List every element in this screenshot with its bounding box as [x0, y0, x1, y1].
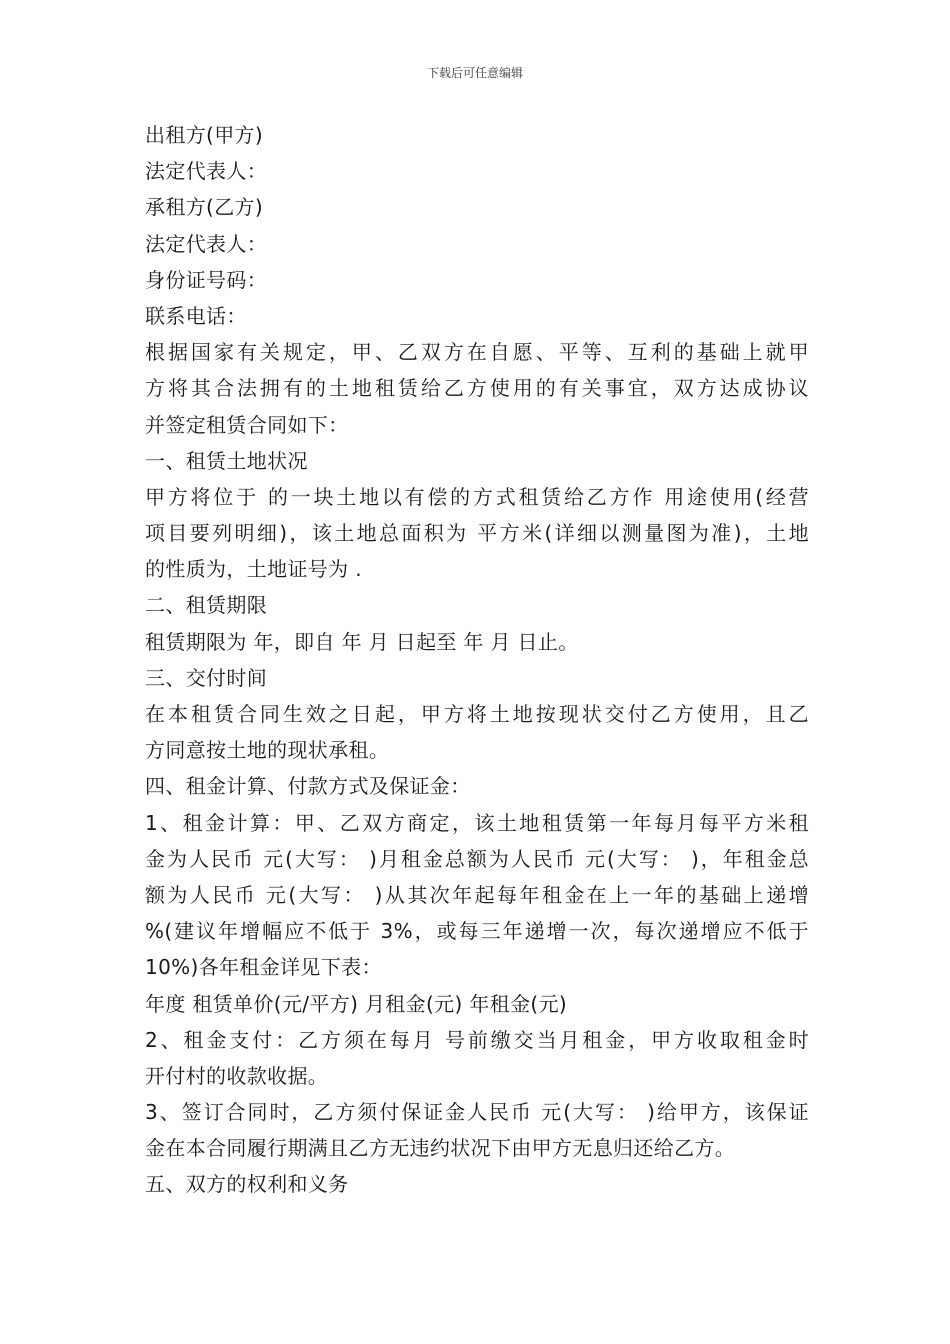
text-line: 方同意按土地的现状承租。 [145, 738, 390, 763]
text-line: 10%)各年租金详见下表： [145, 955, 382, 980]
text-line: 租赁期限为 年，即自 年 月 日起至 年 月 日止。 [145, 629, 579, 654]
text-line: 法定代表人： [145, 159, 268, 184]
text-line: 法定代表人： [145, 231, 268, 256]
text-line: 承租方(乙方) [145, 195, 264, 220]
section-heading: 三、交付时间 [145, 665, 268, 690]
text-line: 1、租金计算：甲、乙双方商定，该土地租赁第一年每月每平方米租 [145, 810, 809, 835]
text-line: 金在本合同履行期满且乙方无违约状况下由甲方无息归还给乙方。 [145, 1136, 736, 1161]
text-line: 出租方(甲方) [145, 123, 264, 147]
text-line: 2、租金支付：乙方须在每月 号前缴交当月租金，甲方收取租金时 [145, 1027, 809, 1052]
page-header-note: 下载后可任意编辑 [426, 66, 523, 80]
text-line: 的性质为，土地证号为 . [145, 557, 362, 582]
text-line: 在本租赁合同生效之日起，甲方将土地按现状交付乙方使用，且乙 [145, 702, 809, 726]
text-line: 开付村的收款收据。 [145, 1063, 329, 1088]
section-heading: 四、租金计算、付款方式及保证金： [145, 774, 471, 799]
section-heading: 二、租赁期限 [145, 593, 268, 618]
text-line: 甲方将位于 的一块土地以有偿的方式租赁给乙方作 用途使用(经营 [145, 484, 809, 509]
text-line: %(建议年增幅应不低于 3%，或每三年递增一次，每次递增应不低于 [145, 919, 809, 944]
text-line: 3、签订合同时，乙方须付保证金人民币 元(大写： )给甲方，该保证 [145, 1100, 809, 1125]
text-line: 根据国家有关规定，甲、乙双方在自愿、平等、互利的基础上就甲 [145, 340, 809, 365]
text-line: 方将其合法拥有的土地租赁给乙方使用的有关事宜，双方达成协议 [145, 376, 809, 401]
text-line: 项目要列明细)，该土地总面积为 平方米(详细以测量图为准)，土地 [145, 521, 809, 546]
text-line: 并签定租赁合同如下： [145, 412, 349, 437]
text-line: 联系电话： [145, 303, 247, 328]
section-heading: 一、租赁土地状况 [145, 448, 308, 473]
text-line: 身份证号码： [145, 267, 268, 292]
text-line: 金为人民币 元(大写： )月租金总额为人民币 元(大写： )，年租金总 [145, 846, 809, 871]
table-header-line: 年度 租赁单价(元/平方) 月租金(元) 年租金(元) [145, 991, 568, 1016]
text-line: 额为人民币 元(大写： )从其次年起每年租金在上一年的基础上递增 [145, 882, 809, 907]
document-body [145, 117, 809, 1203]
section-heading: 五、双方的权利和义务 [145, 1172, 349, 1197]
